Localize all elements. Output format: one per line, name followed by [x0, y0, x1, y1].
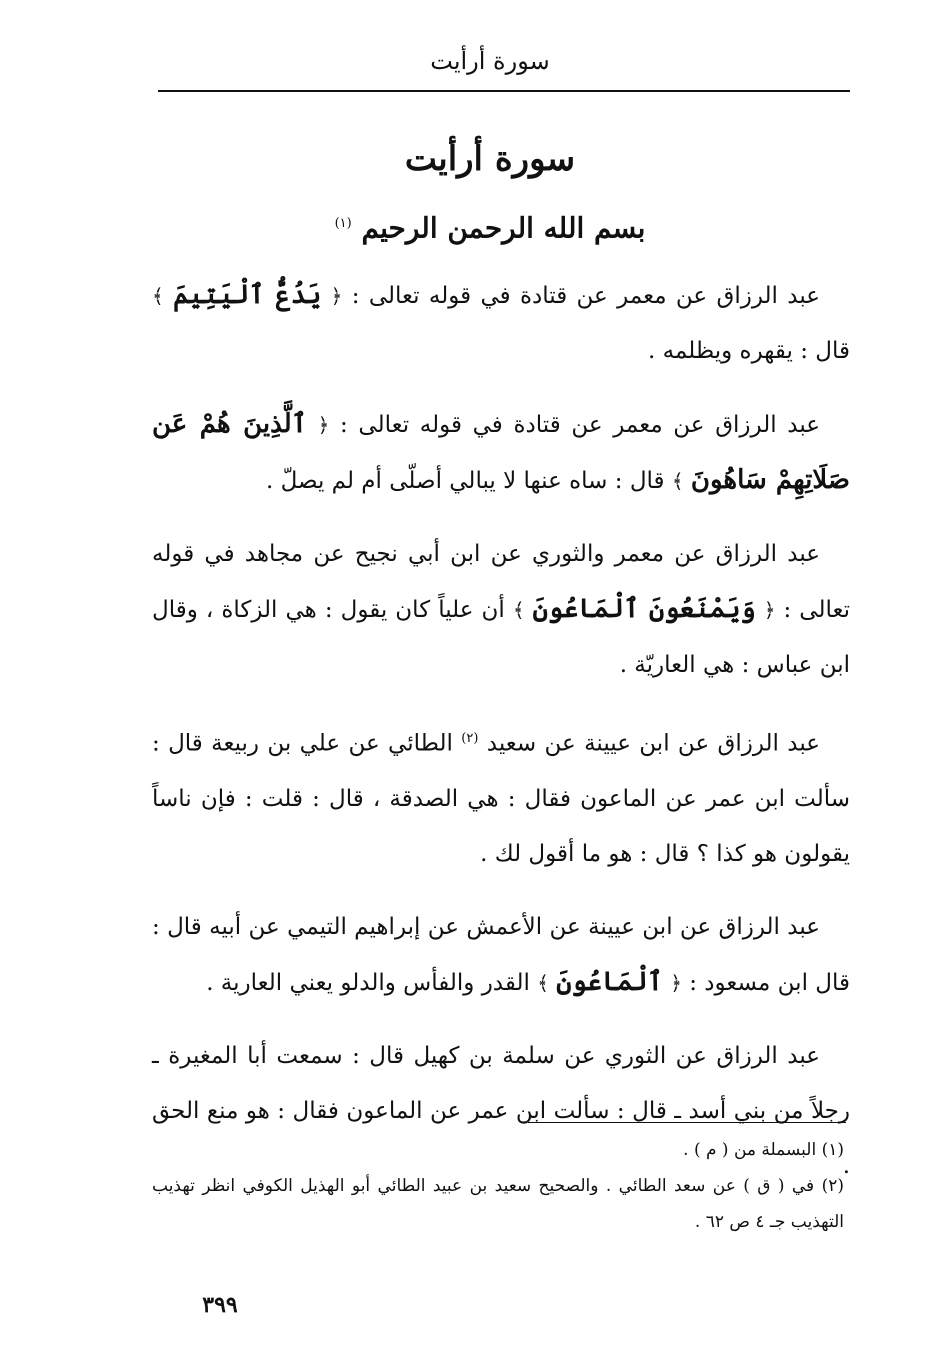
paragraph-text: الطائي عن علي بن ربيعة قال : سألت ابن عمر عن الماعون فقال : هي الصدقة ، قال : قلت : فإن ناساً يقولون هو كذا ؟ قال : هو ما أقول لك .: [152, 730, 850, 867]
paragraph-5: [152, 900, 850, 1011]
footnote-number: (١): [821, 1140, 844, 1160]
verse-open-ornament: ﴿: [670, 970, 682, 995]
footnote-number: (٢): [821, 1176, 845, 1196]
footnote-ref-1: (١): [334, 216, 352, 231]
verse-close-ornament: ﴾: [512, 598, 525, 622]
paragraph-text: عبد الرزاق عن معمر والثوري عن ابن أبي نجيح عن مجاهد في قوله تعالى :: [152, 541, 850, 623]
footnote-2: [152, 1168, 844, 1240]
footnote-text: البسملة من ( م ) .: [683, 1140, 817, 1160]
paragraph-text: عبد الرزاق عن ابن عيينة عن الأعمش عن إبراهيم التيمي عن أبيه قال : قال ابن مسعود :: [152, 913, 850, 996]
quran-verse: ٱلَّذِينَ هُمْ عَن صَلَاتِهِمْ سَاهُونَ: [152, 409, 850, 495]
paragraph-text: عبد الرزاق عن الثوري عن سلمة بن كهيل قال : سمعت أبا المغيرة ـ رجلاً من بني أسد ـ قال : سألت ابن عمر عن الماعون فقال : هو منع الحق .: [152, 1042, 850, 1179]
page-number: ٣٩٩: [202, 1292, 238, 1318]
quran-verse: وَيَمْنَعُونَ ٱلْمَاعُونَ: [532, 594, 756, 624]
footnote-1: [152, 1132, 844, 1168]
verse-open-ornament: ﴿: [763, 598, 776, 622]
sura-title: سورة أرأيت: [404, 139, 576, 179]
footnote-rule: [528, 1122, 846, 1123]
paragraph-text: القدر والفأس والدلو يعني العارية .: [206, 969, 530, 996]
verse-close-ornament: ﴾: [152, 284, 164, 308]
paragraph-text: قال : يقهره ويظلمه .: [647, 338, 850, 364]
paragraph-text: عبد الرزاق عن معمر عن قتادة في قوله تعالى :: [351, 283, 821, 309]
paragraph-4: [152, 711, 850, 882]
header-rule: [158, 90, 850, 92]
quran-verse: ٱلْمَاعُونَ: [556, 966, 663, 997]
verse-close-ornament: ﴾: [671, 469, 684, 493]
verse-close-ornament: ﴾: [537, 970, 549, 995]
basmala: [300, 204, 680, 248]
footnote-ref-2: (٢): [461, 731, 479, 746]
paragraph-1: [152, 268, 850, 379]
verse-open-ornament: ﴿: [330, 284, 343, 308]
body-text: [152, 268, 850, 1212]
paragraph-text: عبد الرزاق عن معمر عن قتادة في قوله تعالى :: [340, 412, 821, 438]
paragraph-text: عبد الرزاق عن ابن عيينة عن سعيد: [486, 730, 821, 757]
running-header: سورة أرأيت: [430, 47, 550, 75]
basmala-text: بسم الله الرحمن الرحيم: [361, 211, 646, 245]
paragraph-2: [152, 397, 850, 509]
paragraph-text: أن علياً كان يقول : هي الزكاة ، وقال ابن عباس : هي العاريّة .: [152, 597, 850, 678]
paragraph-text: قال : ساه عنها لا يبالي أصلّى أم لم يصلّ .: [265, 468, 665, 494]
quran-verse: يَدُعُّ ٱلْيَتِيمَ: [173, 280, 322, 310]
paragraph-3: [152, 527, 850, 693]
verse-open-ornament: ﴿: [317, 413, 330, 437]
footnotes: [152, 1132, 844, 1240]
footnote-text: في ( ق ) عن سعد الطائي . والصحيح سعيد بن عبيد الطائي أبو الهذيل الكوفي انظر تهذيب التهذيب جـ ٤ ص ٦٢ .: [152, 1176, 844, 1232]
